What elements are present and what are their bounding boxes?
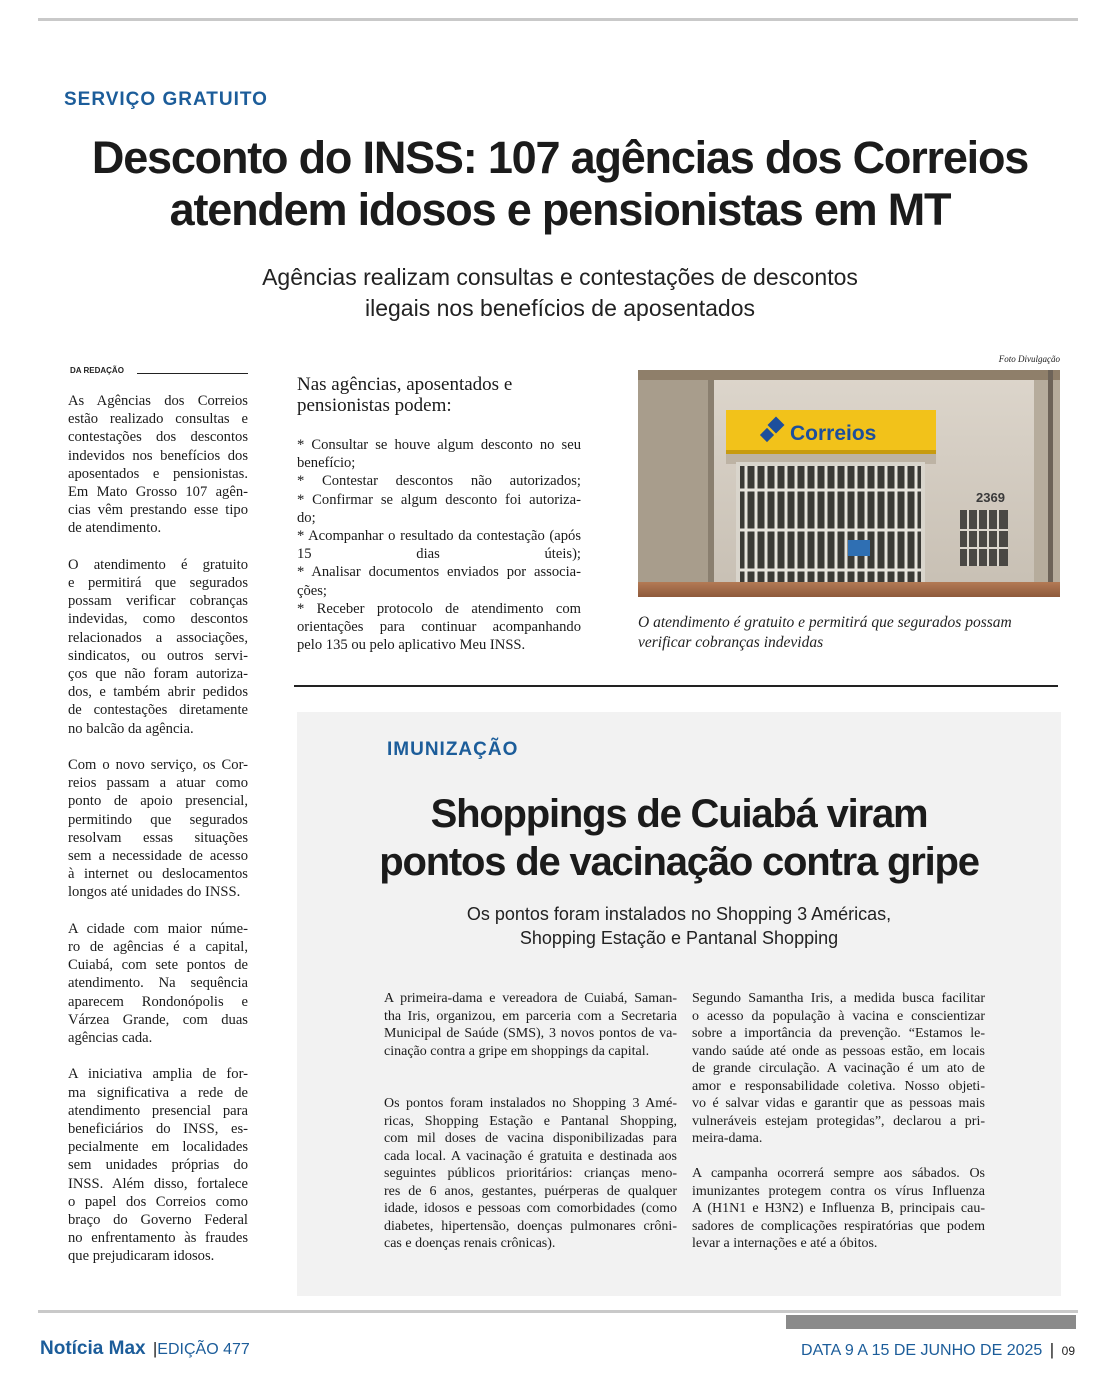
article2-col2-line: o acesso da população à vacina e conscientizar (692, 1008, 985, 1024)
article1-body-line: ro de agências é a capital, (68, 939, 248, 956)
article2-col1-line (384, 1078, 677, 1096)
article2-col2-line: vo é salvar vidas e garantir que as pessoas mais (692, 1096, 985, 1111)
box-list-line: 15 dias úteis); (297, 546, 581, 563)
article1-body-line: possam verificar cobranças (68, 593, 248, 610)
article2-col2-line: sobre a importância da prevenção. “Estamos le- (692, 1026, 985, 1041)
article1-body-line: A iniciativa amplia de for- (68, 1066, 248, 1083)
box-list-line: * Analisar documentos enviados por associa- (297, 564, 581, 581)
article1-body-line: relacionados a associações, (68, 629, 248, 646)
article2-col1-line: tha Iris, organizou, em parceria com a Secretaria (384, 1008, 677, 1024)
article1-body-line: reios passam a atuar como (68, 775, 248, 792)
article1-body-line: cias vêm prestando esse tipo (68, 502, 248, 519)
article1-body-line: As Agências dos Correios (68, 393, 248, 409)
article1-body-line: INSS. Além disso, fortalece (68, 1175, 248, 1192)
article1-body-line: longos até unidades do INSS. (68, 884, 241, 901)
article1-body-line: contestações dos descontos (68, 429, 248, 446)
article2-kicker: IMUNIZAÇÃO (387, 739, 519, 760)
byline-rule (137, 373, 248, 374)
article1-body-line (68, 738, 248, 756)
article1-body-line: agências cada. (68, 1030, 153, 1047)
article1-body-line: sem a necessidade de acesso (68, 848, 248, 865)
article1-body-line: de atendimento. (68, 520, 162, 537)
article1-body-line: no enfrentamento às fraudes (68, 1230, 248, 1247)
article2-headline-line2: pontos de vacinação contra gripe (379, 840, 979, 884)
article2-dek (297, 902, 1061, 950)
article2-col1-line: diabetes, hipertensão, doenças pulmonares crôni- (384, 1218, 677, 1234)
box-title-line1: Nas agências, aposentados e (297, 374, 513, 395)
footer-left (40, 1338, 250, 1360)
article2-col1-line: cada local. A vacinação é gratuita e destinada aos (384, 1148, 677, 1164)
article2-col2-line: imunizantes protegem contra os vírus Influenza (692, 1183, 985, 1199)
article2-column2 (692, 990, 985, 1253)
footer-separator: | (152, 1339, 158, 1358)
article2-col2-line: amor e responsabilidade coletiva. Nosso objeti- (692, 1078, 985, 1094)
article1-body-line: de contestações diretamente (68, 702, 248, 719)
article2-col1-line: seguintes públicos prioritários: crianças meno- (384, 1166, 677, 1181)
photo-caption-line2: verificar cobranças indevidas (638, 634, 824, 651)
article1-body-line: ma significativa a rede de (68, 1084, 248, 1101)
box-list-line: do; (297, 509, 316, 526)
article1-body-line: o papel dos Correios como (68, 1193, 248, 1210)
article1-body-line: indevidos nos benefícios dos (68, 447, 248, 464)
article2-col1-line: Municipal de Saúde (SMS), 3 novos pontos de va- (384, 1026, 677, 1041)
article1-body-line: ços que não foram autoriza- (68, 666, 248, 683)
article1-body-line: Várzea Grande, com duas (68, 1011, 248, 1028)
top-rule (38, 18, 1078, 21)
footer-date: DATA 9 A 15 DE JUNHO DE 2025 (801, 1342, 1043, 1359)
article1-dek-line2: ilegais nos benefícios de aposentados (364, 295, 755, 321)
article2-col2-line: A campanha ocorrerá sempre aos sábados. Os (692, 1166, 985, 1181)
article1-body-line: ponto de apoio presencial, (68, 793, 248, 810)
photo-caption (638, 613, 1068, 653)
article2-col1-line: ricas, Shopping Estação e Pantanal Shopping, (384, 1113, 677, 1129)
article1-body-line: que prejudicaram idosos. (68, 1248, 215, 1265)
article2-col2-line: vando saúde até onde as pessoas estão, em locais (692, 1043, 985, 1059)
article1-body-line: indevidas, como descontos (68, 611, 248, 628)
article1-headline-line2: atendem idosos e pensionistas em MT (169, 184, 951, 235)
article1-body-line: aposentados e pensionistas. (68, 465, 248, 482)
article1-body-line: e permitirá que segurados (68, 575, 248, 592)
article1-body-line: Cuiabá, com sete pontos de (68, 957, 248, 974)
article1-body-line (68, 1047, 248, 1065)
article2-headline (297, 790, 1061, 886)
article1-body-line: à internet ou deslocamentos (68, 866, 248, 883)
article1-body-line (68, 538, 248, 556)
article2-col2-line: Segundo Samantha Iris, a medida busca facilitar (692, 991, 985, 1006)
article1-body-line: estão realizado consultas e (68, 411, 248, 428)
article1-body (68, 392, 248, 1266)
article1-body-line: pecialmente em localidades (68, 1139, 248, 1156)
article1-body-line: Em Mato Grosso 107 agên- (68, 484, 248, 501)
box-list-line: pelo 135 ou pelo aplicativo Meu INSS. (297, 637, 526, 654)
article2-col1-line (384, 1060, 677, 1078)
article1-body-line: beneficiários do INSS, es- (68, 1121, 248, 1138)
article2-column1 (384, 990, 677, 1253)
box-list-line: ções; (297, 582, 327, 599)
article1-body-line: resolvam essas situações (68, 829, 248, 846)
box-list-line: * Consultar se houve algum desconto no seu (297, 437, 581, 453)
photo-credit: Foto Divulgação (998, 354, 1060, 364)
footer-bar (786, 1315, 1076, 1329)
byline: DA REDAÇÃO (70, 366, 124, 375)
photo-caption-line1: O atendimento é gratuito e permitirá que segurados possam (638, 614, 1012, 631)
box-list-line: * Receber protocolo de atendimento com (297, 600, 581, 617)
article2-col1-line: Os pontos foram instalados no Shopping 3 Amé- (384, 1096, 677, 1111)
article1-body-line: sem unidades próprias do (68, 1157, 248, 1174)
article1-dek (40, 262, 1080, 324)
section-divider (294, 685, 1058, 687)
article1-headline (40, 132, 1080, 236)
article2-col1-line: res de 6 anos, gestantes, puérperas de qualquer (384, 1183, 677, 1199)
article2-col1-line: idade, idosos e pessoas com comorbidades (como (384, 1201, 677, 1216)
article2-col2-line (692, 1148, 985, 1166)
footer-rule (38, 1310, 1078, 1313)
article2-col2-line: sadores de complicações respiratórias que podem (692, 1218, 985, 1234)
article1-headline-line1: Desconto do INSS: 107 agências dos Correios (91, 132, 1029, 183)
article2-col2-line: meira-dama. (692, 1131, 763, 1146)
article1-body-line: atendimento presencial para (68, 1102, 248, 1119)
article1-body-line: A cidade com maior núme- (68, 920, 248, 937)
article1-body-line: sindicatos, ou outros servi- (68, 647, 248, 664)
article1-body-line: atendimento. Na sequência (68, 975, 248, 992)
article2-col1-line: com mil doses de vacina disponibilizadas para (384, 1131, 677, 1146)
article2-col1-line: cas e doenças renais crônicas). (384, 1236, 556, 1251)
article2-col2-line: de grande circulação. A vacinação é um ato de (692, 1061, 985, 1076)
article1-body-line: braço do Governo Federal (68, 1212, 248, 1229)
article1-body-line: Com o novo serviço, os Cor- (68, 757, 248, 774)
box-list-line: * Confirmar se algum desconto foi autoriza- (297, 491, 581, 508)
box-list (297, 436, 581, 654)
article2-col1-line: cinação contra a gripe em shoppings da capital. (384, 1043, 650, 1059)
article2-col2-line: A (H1N1 e H3N2) e Influenza B, principais cau- (692, 1201, 985, 1216)
footer-page-number: 09 (1061, 1344, 1075, 1358)
article2-dek-line1: Os pontos foram instalados no Shopping 3 Américas, (466, 904, 892, 924)
article1-body-line: aparecem Rondonópolis e (68, 993, 248, 1010)
box-title-line2: pensionistas podem: (297, 395, 452, 416)
photo-house-number: 2369 (976, 490, 1005, 505)
photo-sign-text: Correios (790, 422, 877, 445)
article2-col2-line: vulneráveis estejam protegidas”, declarou a pri- (692, 1113, 985, 1129)
article1-body-line: O atendimento é gratuito (68, 556, 248, 573)
box-list-line: * Acompanhar o resultado da contestação (após (297, 528, 581, 545)
article1-body-line (68, 902, 248, 920)
article1-body-line: no balcão da agência. (68, 720, 194, 737)
article1-dek-line1: Agências realizam consultas e contestações de descontos (262, 264, 858, 290)
box-title (297, 374, 587, 416)
box-list-line: orientações para continuar acompanhando (297, 619, 581, 636)
article2-headline-line1: Shoppings de Cuiabá viram (430, 792, 928, 836)
article1-kicker: SERVIÇO GRATUITO (64, 89, 268, 110)
correios-storefront-photo (638, 370, 1060, 597)
article1-body-line: permitindo que segurados (68, 811, 248, 828)
article2-col2-line: levar a internações e até a óbitos. (692, 1236, 878, 1251)
footer-separator-right: | (1049, 1340, 1055, 1359)
article2-col1-line: A primeira-dama e vereadora de Cuiabá, Saman- (384, 991, 677, 1006)
article2-dek-line2: Shopping Estação e Pantanal Shopping (519, 928, 839, 948)
box-list-line: * Contestar descontos não autorizados; (297, 473, 581, 490)
box-list-line: benefício; (297, 455, 356, 472)
footer-edition: EDIÇÃO 477 (157, 1341, 250, 1358)
article1-body-line: dos, e também abrir pedidos (68, 684, 248, 701)
footer-right (660, 1340, 1075, 1360)
footer-brand: Notícia Max (40, 1338, 146, 1359)
